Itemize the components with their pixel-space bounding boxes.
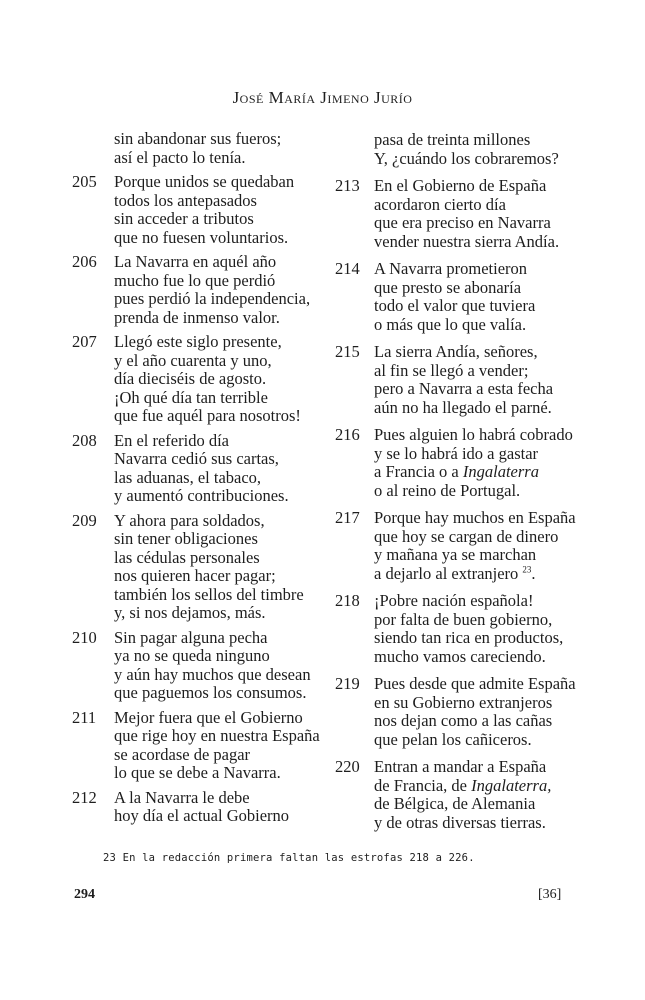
verse-line: Pues alguien lo habrá cobrado	[374, 425, 573, 444]
verse-line: La sierra Andía, señores,	[374, 342, 538, 361]
verse-line: aún no ha llegado el parné.	[374, 397, 552, 417]
verse-line	[374, 777, 615, 796]
verse-line: por falta de buen gobierno,	[374, 609, 553, 629]
verse-line: así el pacto lo tenía.	[114, 147, 246, 167]
stanza-number: 206	[72, 252, 97, 271]
verse-line: pasa de treinta millones	[374, 130, 531, 149]
stanza	[72, 173, 330, 247]
verse-line: pero a Navarra a esta fecha	[374, 379, 554, 398]
verse-line: que hoy se cargan de dinero	[374, 526, 559, 546]
verse-line	[374, 463, 615, 482]
verse-line: las cédulas personales	[114, 547, 260, 567]
page-bracket-number: [36]	[538, 887, 562, 902]
stanza	[335, 260, 615, 334]
stanza-number: 210	[72, 627, 97, 647]
verse-line: ya no se queda ninguno	[114, 646, 270, 665]
verse-line: día dieciséis de agosto.	[114, 369, 267, 388]
verse-line: y el año cuarenta y uno,	[114, 350, 272, 370]
stanza	[335, 509, 615, 583]
verse-line: las aduanas, el tabaco,	[114, 467, 262, 487]
verse-line: y de otras diversas tierras.	[374, 812, 546, 832]
verse-line: y aumentó contribuciones.	[114, 486, 289, 505]
verse-line: ¡Pobre nación española!	[374, 591, 534, 610]
verse-line: que era preciso en Navarra	[374, 213, 551, 232]
verse-line: que paguemos los consumos.	[114, 683, 307, 702]
verse-italic: Ingalaterra	[462, 462, 539, 481]
verse-line: todos los antepasados	[114, 190, 257, 210]
verse-line: mucho vamos careciendo.	[374, 646, 546, 666]
right-column	[335, 131, 615, 841]
stanza	[72, 253, 330, 327]
verse-line: vender nuestra sierra Andía.	[374, 231, 560, 251]
verse-line: La Navarra en aquél año	[114, 252, 277, 271]
stanza	[335, 758, 615, 832]
verse-line: nos quieren hacer pagar;	[114, 566, 276, 585]
verse-line: hoy día el actual Gobierno	[114, 806, 290, 825]
stanza-number: 213	[335, 176, 360, 195]
stanza	[335, 177, 615, 251]
verse-line: que rige hoy en nuestra España	[114, 726, 320, 745]
stanza-number: 219	[335, 674, 360, 693]
stanza	[335, 131, 615, 168]
stanza-number: 205	[72, 172, 97, 191]
stanza-number: 218	[335, 591, 360, 610]
verse-line: Y, ¿cuándo los cobraremos?	[374, 148, 559, 168]
verse-line: Porque hay muchos en España	[374, 508, 576, 527]
verse-line: que fue aquél para nosotros!	[114, 406, 301, 425]
verse-line: acordaron cierto día	[374, 194, 506, 214]
verse-line: que no fuesen voluntarios.	[114, 227, 289, 247]
verse-line: Llegó este siglo presente,	[114, 332, 282, 351]
stanza	[72, 333, 330, 426]
verse-line: se acordase de pagar	[114, 744, 251, 764]
stanza-number: 217	[335, 508, 360, 527]
verse-line	[374, 482, 615, 501]
verse-line: sin abandonar sus fueros;	[114, 129, 282, 148]
stanza-number: 214	[335, 259, 360, 278]
footnote-ref: 23	[522, 564, 532, 574]
stanza	[72, 432, 330, 506]
verse-line: sin tener obligaciones	[114, 529, 258, 548]
verse-line: todo el valor que tuviera	[374, 296, 536, 315]
verse-line: nos dejan como a las cañas	[374, 711, 553, 730]
stanza	[335, 675, 615, 749]
stanza	[72, 789, 330, 826]
verse-line: y, si nos dejamos, más.	[114, 603, 266, 622]
verse-line: prenda de inmenso valor.	[114, 307, 280, 327]
verse-line: en su Gobierno extranjeros	[374, 692, 553, 712]
verse-line: A la Navarra le debe	[114, 787, 250, 807]
verse-line: pues perdió la independencia,	[114, 289, 311, 308]
verse-line: de Bélgica, de Alemania	[374, 794, 536, 813]
verse-text: o al reino de Portugal.	[374, 480, 521, 500]
verse-line: sin acceder a tributos	[114, 209, 254, 228]
stanza-number: 215	[335, 342, 360, 361]
verse-line: ¡Oh qué día tan terrible	[114, 387, 268, 407]
verse-line: lo que se debe a Navarra.	[114, 763, 281, 782]
verse-line: siendo tan rica en productos,	[374, 628, 564, 647]
verse-line: mucho fue lo que perdió	[114, 270, 276, 290]
stanza-number: 208	[72, 430, 97, 450]
page-number: 294	[74, 887, 95, 902]
stanza	[335, 426, 615, 500]
verse-text: de Francia, de	[374, 775, 472, 795]
verse-line: que presto se abonaría	[374, 277, 522, 297]
verse-line: y se lo habrá ido a gastar	[374, 443, 539, 463]
verse-line: que pelan los cañiceros.	[374, 729, 532, 749]
verse-line: y aún hay muchos que desean	[114, 664, 311, 684]
verse-text: a dejarlo al extranjero	[374, 563, 519, 583]
verse-italic: Ingalaterra,	[471, 775, 552, 795]
stanza-number: 216	[335, 425, 360, 444]
verse-line: En el referido día	[114, 430, 229, 450]
verse-line: Entran a mandar a España	[374, 757, 547, 776]
verse-text: .	[531, 563, 536, 583]
stanza	[335, 592, 615, 666]
verse-line: Sin pagar alguna pecha	[114, 627, 268, 647]
verse-text: a Francia o a	[374, 462, 463, 481]
verse-line: Navarra cedió sus cartas,	[114, 449, 279, 468]
stanza	[72, 709, 330, 783]
verse-line: Y ahora para soldados,	[114, 510, 265, 530]
stanza-number: 207	[72, 332, 97, 351]
verse-line: Porque unidos se quedaban	[114, 172, 295, 191]
stanza-number: 212	[72, 787, 97, 807]
verse-line: Pues desde que admite España	[374, 674, 576, 693]
verse-line: A Navarra prometieron	[374, 259, 528, 278]
left-column	[72, 130, 330, 832]
verse-line	[374, 565, 615, 584]
stanza	[72, 629, 330, 703]
stanza	[72, 130, 330, 167]
verse-line: al fin se llegó a vender;	[374, 360, 529, 380]
stanza	[335, 343, 615, 417]
footnote: 23 En la redacción primera faltan las estrofas 218 a 226.	[103, 852, 475, 864]
stanza-number: 209	[72, 510, 97, 530]
verse-line: también los sellos del timbre	[114, 584, 304, 604]
verse-line: y mañana ya se marchan	[374, 545, 537, 564]
verse-line: En el Gobierno de España	[374, 176, 547, 195]
running-header: José María Jimeno Jurío	[232, 88, 413, 107]
verse-line: o más que lo que valía.	[374, 314, 527, 334]
verse-line: Mejor fuera que el Gobierno	[114, 707, 303, 727]
stanza-number: 220	[335, 757, 360, 776]
stanza-number: 211	[72, 707, 97, 727]
stanza	[72, 512, 330, 623]
